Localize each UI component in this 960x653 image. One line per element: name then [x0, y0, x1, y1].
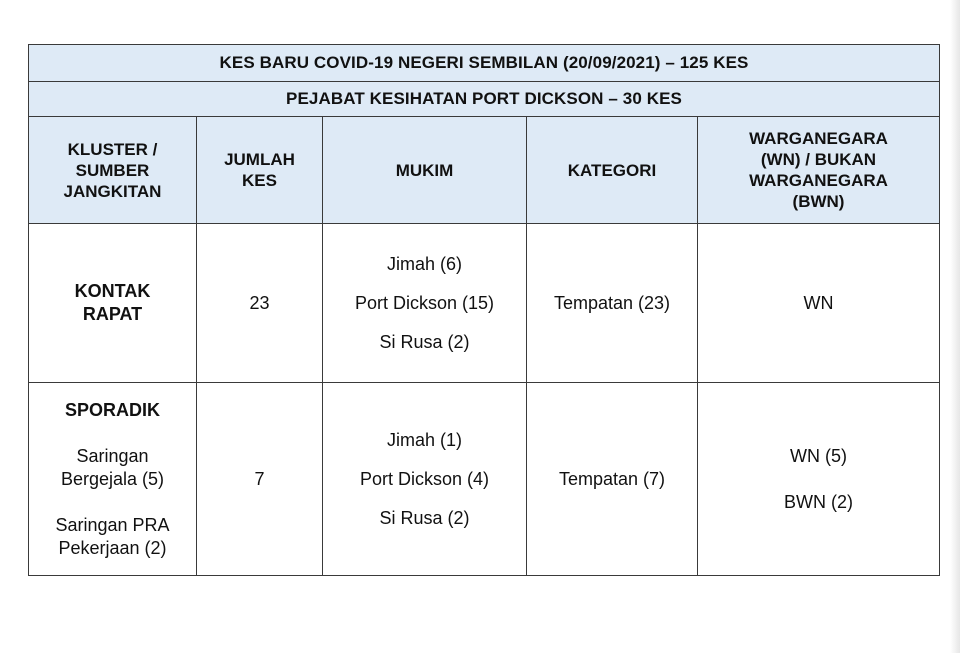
kategori-cell: Tempatan (7)	[527, 383, 698, 576]
cluster-title: SPORADIK	[64, 399, 160, 420]
header-jumlah-line: KES	[242, 171, 277, 190]
header-cluster	[29, 117, 197, 224]
header-wn-line: (BWN)	[792, 192, 845, 211]
mukim-item: Si Rusa (2)	[379, 507, 470, 528]
mukim-item: Jimah (1)	[386, 429, 462, 450]
page-edge-shadow	[950, 0, 960, 653]
subtitle-row	[29, 82, 940, 117]
mukim-item: Port Dickson (4)	[359, 468, 490, 489]
title-row	[29, 45, 940, 82]
warganegara-cell	[698, 224, 940, 383]
header-cluster-line: SUMBER	[75, 160, 150, 180]
header-mukim: MUKIM	[323, 117, 527, 224]
cluster-item-line: Saringan	[76, 445, 149, 466]
header-wn-line: WARGANEGARA	[749, 171, 888, 190]
warganegara-item: BWN (2)	[784, 492, 853, 512]
cluster-line: KONTAK	[74, 281, 151, 301]
warganegara-item: WN (5)	[790, 446, 847, 466]
covid-cases-table	[28, 44, 940, 576]
warganegara-item: WN	[803, 292, 834, 313]
mukim-cell	[323, 224, 527, 383]
jumlah-cell: 7	[197, 383, 323, 576]
header-row	[29, 117, 940, 224]
table-title: KES BARU COVID-19 NEGERI SEMBILAN (20/09/2021) – 125 KES	[29, 45, 940, 82]
header-cluster-line: KLUSTER /	[67, 139, 158, 159]
header-wn-line: (WN) / BUKAN	[760, 150, 877, 169]
mukim-item: Si Rusa (2)	[379, 331, 470, 352]
mukim-item: Port Dickson (15)	[354, 292, 495, 313]
table-row	[29, 383, 940, 576]
header-jumlah	[197, 117, 323, 224]
mukim-item: Jimah (6)	[386, 253, 462, 274]
cluster-item-line: Pekerjaan (2)	[58, 537, 167, 558]
kategori-cell: Tempatan (23)	[527, 224, 698, 383]
header-jumlah-line: JUMLAH	[224, 150, 295, 169]
cluster-item-line: Bergejala (5)	[60, 468, 165, 489]
cluster-line: RAPAT	[82, 304, 143, 324]
cluster-cell	[29, 383, 197, 576]
header-wn-line: WARGANEGARA	[749, 129, 888, 148]
header-warganegara	[698, 117, 940, 224]
header-kategori: KATEGORI	[527, 117, 698, 224]
mukim-cell	[323, 383, 527, 576]
warganegara-cell	[698, 383, 940, 576]
cluster-item-line: Saringan PRA	[55, 514, 170, 535]
cluster-cell	[29, 224, 197, 383]
header-cluster-line: JANGKITAN	[63, 181, 162, 201]
table-row	[29, 224, 940, 383]
jumlah-cell: 23	[197, 224, 323, 383]
table-subtitle: PEJABAT KESIHATAN PORT DICKSON – 30 KES	[29, 82, 940, 117]
